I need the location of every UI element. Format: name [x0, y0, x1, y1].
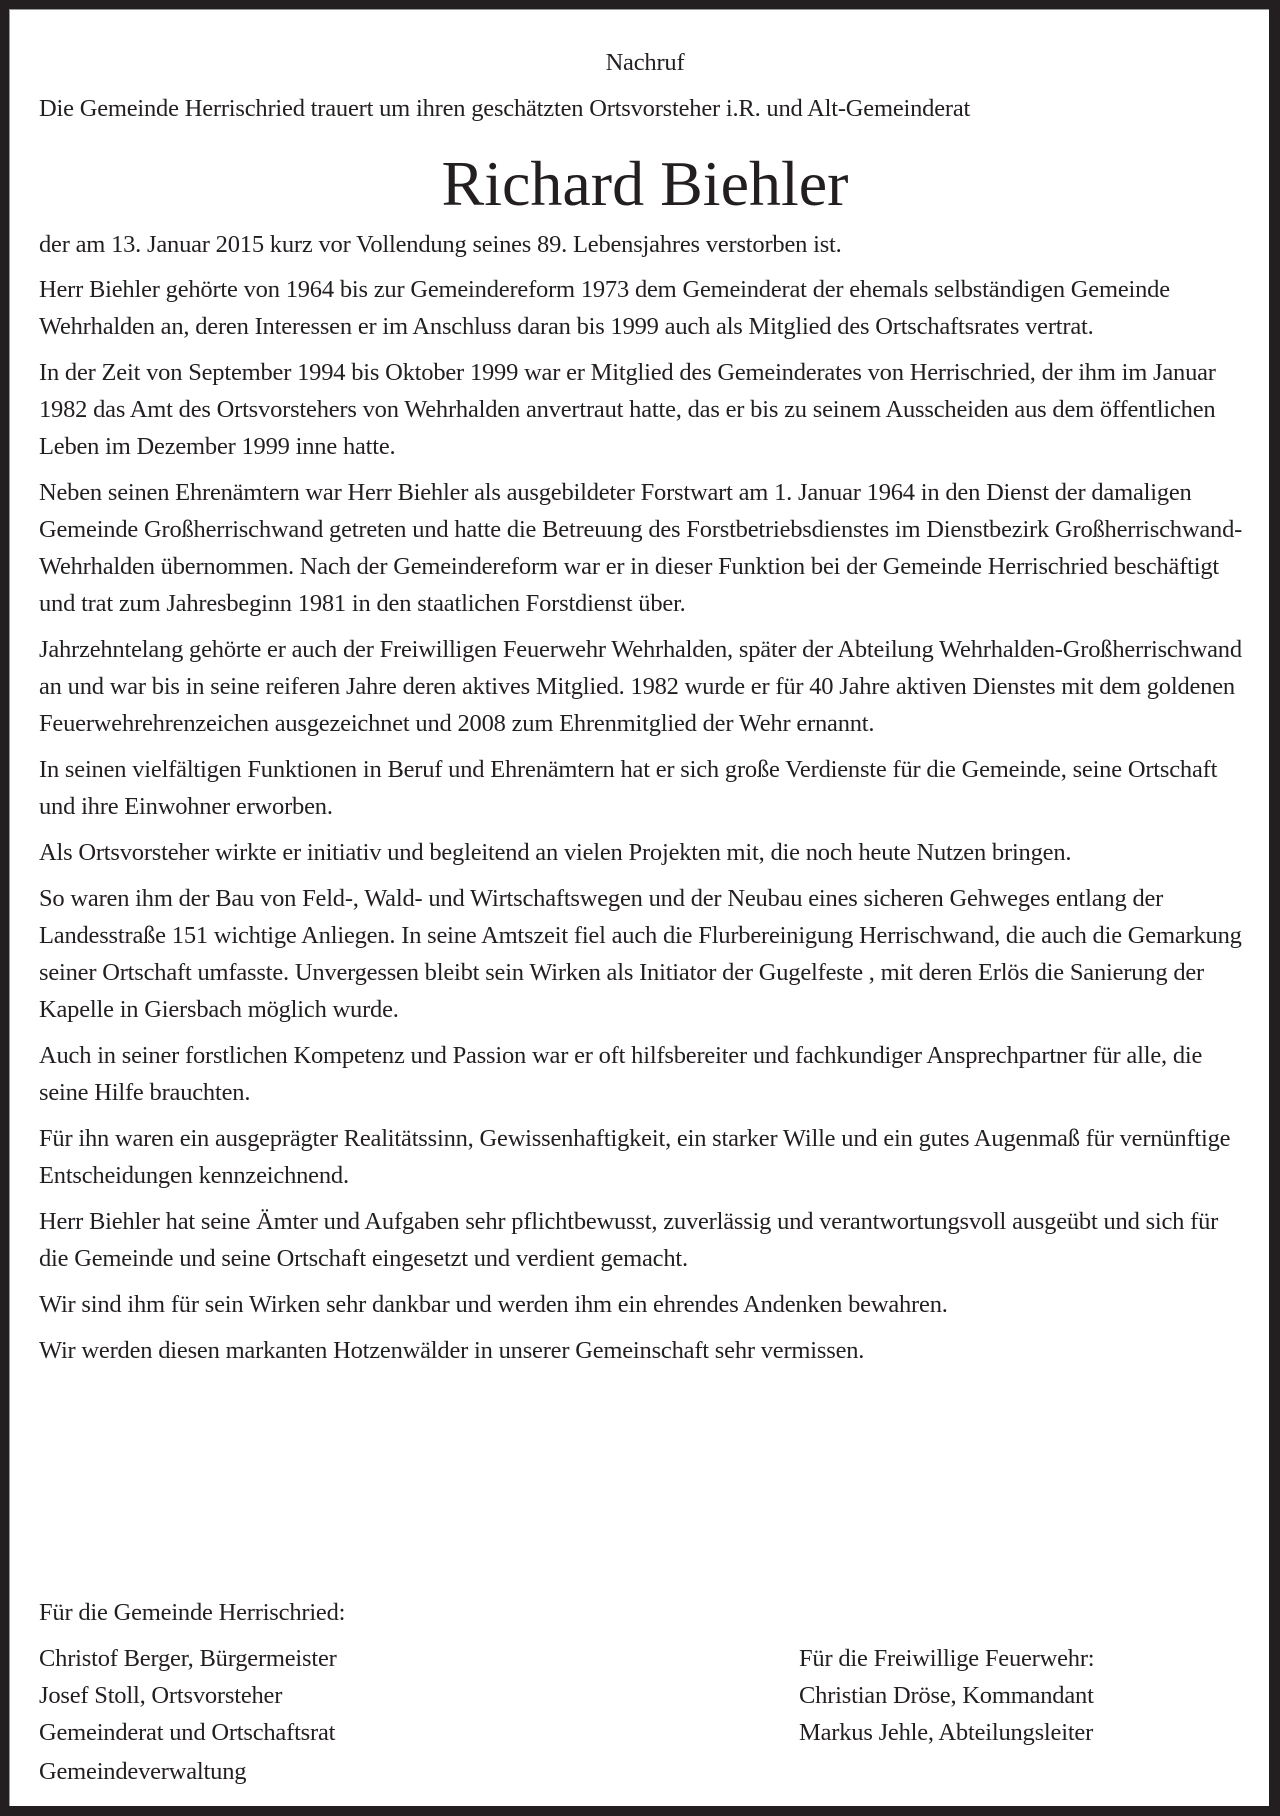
signatory: Gemeindeverwaltung	[39, 1758, 247, 1785]
signatory: Markus Jehle, Abteilungsleiter	[799, 1719, 1094, 1746]
paragraph: Auch in seiner forstlichen Kompetenz und Passion war er oft hilfsbereiter und fachkundiger Ansprechpartner für alle, die seine Hilfe brauchten.	[39, 1042, 1203, 1106]
paragraph: In seinen vielfältigen Funktionen in Beruf und Ehrenämtern hat er sich große Verdienste für die Gemeinde, seine Ortschaft und ihre Einwohner erworben.	[39, 756, 1218, 820]
signatory: Christof Berger, Bürgermeister	[39, 1645, 337, 1672]
paragraph: Herr Biehler gehörte von 1964 bis zur Gemeindereform 1973 dem Gemeinderat der ehemals selbständigen Gemeinde Wehrhalden an, deren Interessen er im Anschluss daran bis 1999 auch als Mitglied des Ortschaftsrates vertrat.	[39, 276, 1170, 340]
paragraph: Als Ortsvorsteher wirkte er initiativ und begleitend an vielen Projekten mit, die noch heute Nutzen bringen.	[39, 839, 1072, 866]
signature-columns	[39, 1640, 1251, 1790]
paragraph: der am 13. Januar 2015 kurz vor Vollendung seines 89. Lebensjahres verstorben ist.	[39, 231, 842, 258]
paragraph: Herr Biehler hat seine Ämter und Aufgaben sehr pflichtbewusst, zuverlässig und verantwortungsvoll ausgeübt und sich für die Gemeinde und seine Ortschaft eingesetzt und verdient gemacht.	[39, 1208, 1219, 1272]
paragraph: Für ihn waren ein ausgeprägter Realitätssinn, Gewissenhaftigkeit, ein starker Wille und ein gutes Augenmaß für vernünftige Entscheidungen kennzeichnend.	[39, 1125, 1231, 1189]
paragraph: So waren ihm der Bau von Feld-, Wald- und Wirtschaftswegen und der Neubau eines sicheren Gehweges entlang der Landesstraße 151 wichtige Anliegen. In seine Amtszeit fiel auch die Flurbereinigung Herrischwand, die auch die Gemarkung seiner Ortschaft umfasste. Unvergessen bleibt sein Wirken als Initiator der Gugelfeste , mit deren Erlös die Sanierung der Kapelle in Giersbach möglich wurde.	[39, 885, 1242, 1023]
deceased-name: Richard Biehler	[441, 148, 849, 219]
notice-label: Nachruf	[605, 49, 685, 76]
paragraph: Wir werden diesen markanten Hotzenwälder in unserer Gemeinschaft sehr vermissen.	[39, 1337, 865, 1364]
obituary-body	[39, 226, 1251, 1378]
paragraph: Jahrzehntelang gehörte er auch der Freiwilligen Feuerwehr Wehrhalden, später der Abteilung Wehrhalden-Großherrischwand an und war bis in seine reiferen Jahre deren aktives Mitglied. 1982 wurde er für 40 Jahre aktiven Dienstes mit dem goldenen Feuerwehrehrenzeichen ausgezeichnet und 2008 zum Ehrenmitglied der Wehr ernannt.	[39, 636, 1242, 737]
fire-brigade-signatories	[799, 1640, 1251, 1790]
notice-subtitle: Die Gemeinde Herrischried trauert um ihren geschätzten Ortsvorsteher i.R. und Alt-Gemeinderat	[39, 95, 971, 122]
signatures-block	[39, 1594, 1251, 1790]
fire-brigade-heading: Für die Freiwillige Feuerwehr:	[799, 1645, 1095, 1672]
municipality-signatories	[39, 1640, 799, 1790]
signatory: Christian Dröse, Kommandant	[799, 1682, 1094, 1709]
paragraph: Wir sind ihm für sein Wirken sehr dankbar und werden ihm ein ehrendes Andenken bewahren.	[39, 1291, 948, 1318]
paragraph: Neben seinen Ehrenämtern war Herr Biehler als ausgebildeter Forstwart am 1. Januar 1964 in den Dienst der damaligen Gemeinde Großherrischwand getreten und hatte die Betreuung des Forstbetriebsdienstes im Dienstbezirk Großherrischwand-Wehrhalden übernommen. Nach der Gemeindereform war er in dieser Funktion bei der Gemeinde Herrischried beschäftigt und trat zum Jahresbeginn 1981 in den staatlichen Forstdienst über.	[39, 479, 1243, 617]
obituary-notice	[9, 9, 1269, 1806]
signatures-intro: Für die Gemeinde Herrischried:	[39, 1599, 346, 1626]
signatory: Gemeinderat und Ortschaftsrat	[39, 1719, 336, 1746]
signatory: Josef Stoll, Ortsvorsteher	[39, 1682, 283, 1709]
paragraph: In der Zeit von September 1994 bis Oktober 1999 war er Mitglied des Gemeinderates von Herrischried, der ihm im Januar 1982 das Amt des Ortsvorstehers von Wehrhalden anvertraut hatte, das er bis zu seinem Ausscheiden aus dem öffentlichen Leben im Dezember 1999 inne hatte.	[39, 359, 1216, 460]
